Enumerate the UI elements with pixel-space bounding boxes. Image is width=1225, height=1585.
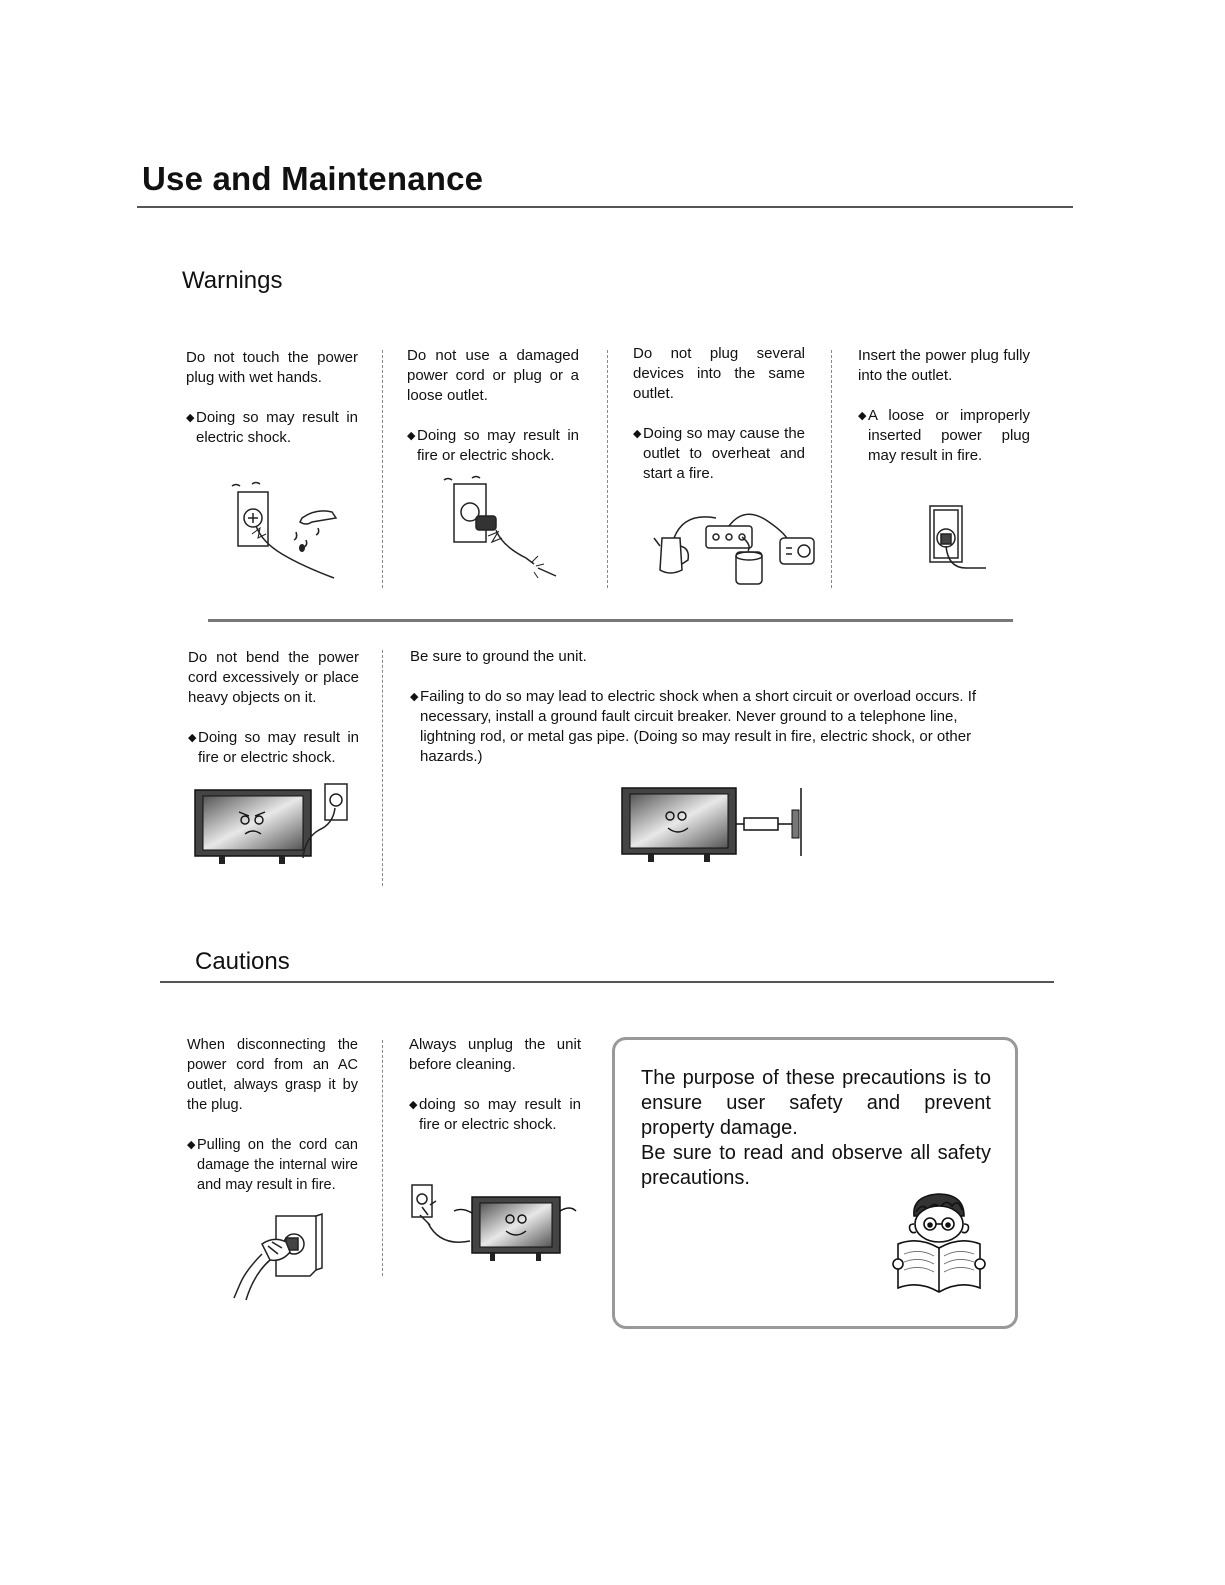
column-divider bbox=[831, 350, 832, 588]
hand-unplugging-illustration bbox=[232, 1214, 322, 1302]
notice-line: Be sure to read and observe all safety precautions. bbox=[641, 1142, 991, 1189]
warning-item-ground-unit bbox=[410, 647, 1004, 767]
caution-detail: doing so may result in fire or electric shock. bbox=[419, 1096, 581, 1133]
bullet-icon: ◆ bbox=[188, 732, 197, 744]
warning-item-insert-plug bbox=[858, 346, 1030, 466]
bullet-icon: ◆ bbox=[410, 691, 419, 703]
warning-detail: Doing so may result in fire or electric shock. bbox=[417, 427, 579, 464]
warning-heading: Be sure to ground the unit. bbox=[410, 648, 587, 665]
bullet-icon: ◆ bbox=[407, 430, 416, 442]
cautions-title: Cautions bbox=[195, 948, 290, 975]
damaged-cord-illustration bbox=[438, 476, 560, 588]
column-divider bbox=[382, 350, 383, 588]
warning-heading: Do not bend the power cord excessively or place heavy objects on it. bbox=[188, 649, 359, 706]
bullet-icon: ◆ bbox=[186, 412, 195, 424]
column-divider bbox=[382, 1040, 383, 1276]
title-divider bbox=[137, 206, 1073, 208]
grounded-tv-illustration bbox=[620, 786, 806, 866]
caution-heading: When disconnecting the power cord from an AC outlet, always grasp it by the plug. bbox=[187, 1037, 358, 1113]
warning-heading: Do not touch the power plug with wet hands. bbox=[186, 349, 358, 386]
notice-line: The purpose of these precautions is to ensure user safety and prevent property damage. bbox=[641, 1067, 991, 1139]
caution-item-unplug-cleaning bbox=[409, 1035, 581, 1135]
wet-hand-plug-illustration bbox=[222, 482, 340, 584]
wall-outlet-illustration bbox=[926, 504, 988, 576]
column-divider bbox=[607, 350, 608, 588]
warning-detail: Doing so may cause the outlet to overheat and start a fire. bbox=[643, 425, 805, 482]
warning-heading: Do not plug several devices into the same outlet. bbox=[633, 345, 805, 402]
warning-detail: A loose or improperly inserted power plug may result in fire. bbox=[868, 407, 1030, 464]
caution-detail: Pulling on the cord can damage the internal wire and may result in fire. bbox=[197, 1137, 358, 1193]
page-title: Use and Maintenance bbox=[142, 160, 484, 197]
reading-boy-illustration bbox=[894, 1190, 984, 1294]
caution-item-grasp-plug bbox=[187, 1035, 358, 1195]
column-divider bbox=[382, 650, 383, 886]
warning-detail: Doing so may result in fire or electric shock. bbox=[198, 729, 359, 766]
overloaded-outlet-illustration bbox=[654, 508, 818, 590]
bullet-icon: ◆ bbox=[858, 410, 867, 422]
warning-item-damaged-cord bbox=[407, 346, 579, 466]
warning-heading: Do not use a damaged power cord or plug or a loose outlet. bbox=[407, 347, 579, 404]
warnings-title: Warnings bbox=[182, 267, 283, 294]
warning-detail: Failing to do so may lead to electric shock when a short circuit or overload occurs. If necessary, install a ground fault circuit breaker. Never ground to a telephone line, lightning rod, or metal gas pipe. (Doing so may result in fire, electric shock, or other hazards.) bbox=[420, 688, 977, 765]
bullet-icon: ◆ bbox=[187, 1139, 196, 1151]
warning-item-multiple-devices bbox=[633, 344, 805, 484]
bullet-icon: ◆ bbox=[633, 428, 642, 440]
caution-heading: Always unplug the unit before cleaning. bbox=[409, 1036, 581, 1073]
warning-item-wet-hands bbox=[186, 348, 358, 448]
warning-detail: Doing so may result in electric shock. bbox=[196, 409, 358, 446]
notice-text bbox=[641, 1066, 991, 1191]
bullet-icon: ◆ bbox=[409, 1099, 418, 1111]
warnings-row-divider bbox=[208, 619, 1013, 622]
warning-item-bent-cord bbox=[188, 648, 359, 768]
warning-heading: Insert the power plug fully into the outlet. bbox=[858, 347, 1030, 384]
sad-tv-illustration bbox=[193, 784, 355, 866]
cleaning-tv-illustration bbox=[410, 1183, 576, 1263]
cautions-divider bbox=[160, 981, 1054, 983]
